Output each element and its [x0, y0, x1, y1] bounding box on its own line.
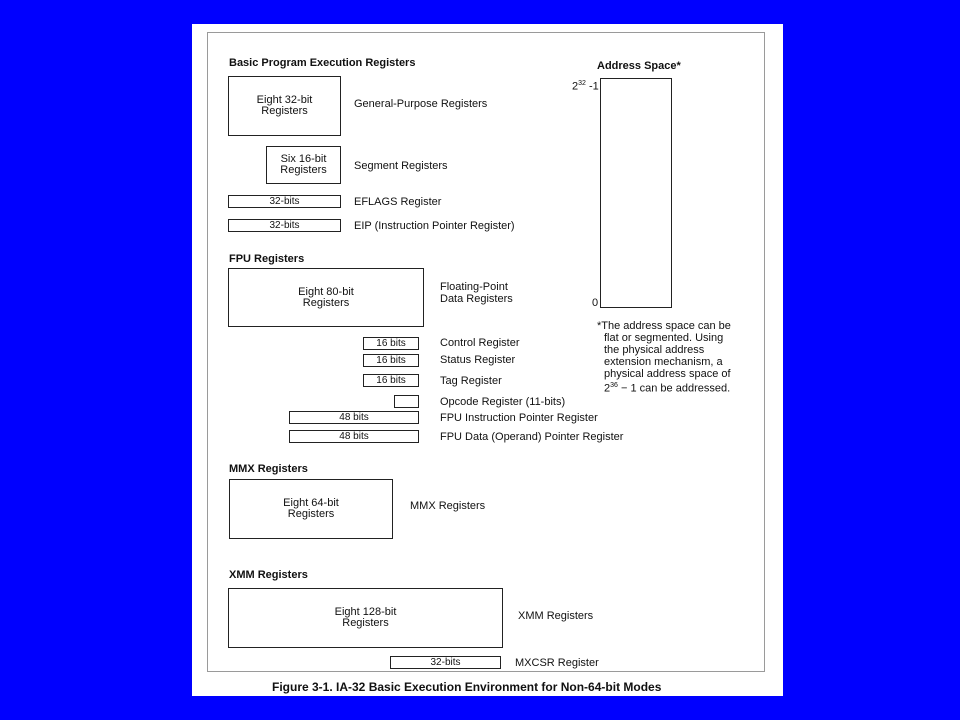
opcode-register-bar — [394, 395, 419, 408]
xmm-registers-box: Eight 128-bit Registers — [228, 588, 503, 648]
mxcsr-register-label: MXCSR Register — [515, 657, 599, 669]
address-space-bottom-label: 0 — [592, 297, 599, 309]
mmx-registers-box: Eight 64-bit Registers — [229, 479, 393, 539]
fpu-data-pointer-label: FPU Data (Operand) Pointer Register — [440, 431, 624, 443]
address-space-note-2: flat or segmented. Using — [604, 332, 724, 344]
tag-register-bar: 16 bits — [363, 374, 419, 387]
address-space-note-3: the physical address — [604, 344, 705, 356]
control-register-bar: 16 bits — [363, 337, 419, 350]
eflags-register-bar: 32-bits — [228, 195, 341, 208]
address-space-note-1: *The address space can be — [597, 320, 731, 332]
basic-registers-heading: Basic Program Execution Registers — [229, 57, 416, 69]
eip-register-label: EIP (Instruction Pointer Register) — [354, 220, 515, 232]
status-register-label: Status Register — [440, 354, 516, 366]
opcode-register-label: Opcode Register (11-bits) — [440, 396, 566, 408]
address-space-note-4: extension mechanism, a — [604, 356, 723, 368]
status-register-bar: 16 bits — [363, 354, 419, 367]
tag-register-label: Tag Register — [440, 375, 502, 387]
address-space-note-6: $2^{36} - 1$ can be addressed. — [604, 382, 731, 395]
segment-registers-label: Segment Registers — [354, 160, 448, 172]
xmm-registers-heading: XMM Registers — [229, 569, 308, 581]
address-space-box — [600, 78, 672, 308]
fpu-data-pointer-bar: 48 bits — [289, 430, 419, 443]
xmm-registers-label: XMM Registers — [518, 610, 594, 622]
address-space-top-label: $2^{32}$ -1 — [572, 80, 599, 93]
mmx-registers-heading: MMX Registers — [229, 463, 308, 475]
segment-registers-box: Six 16-bit Registers — [266, 146, 341, 184]
control-register-label: Control Register — [440, 337, 520, 349]
fpu-instruction-pointer-bar: 48 bits — [289, 411, 419, 424]
address-space-title: Address Space* — [597, 60, 681, 72]
fpu-registers-heading: FPU Registers — [229, 253, 305, 265]
general-purpose-registers-box: Eight 32-bit Registers — [228, 76, 341, 136]
eip-register-bar: 32-bits — [228, 219, 341, 232]
fpu-data-registers-box: Eight 80-bit Registers — [228, 268, 424, 327]
fpu-instruction-pointer-label: FPU Instruction Pointer Register — [440, 412, 598, 424]
address-space-note-5: physical address space of — [604, 368, 731, 380]
general-purpose-registers-label: General-Purpose Registers — [354, 98, 488, 110]
eflags-register-label: EFLAGS Register — [354, 196, 442, 208]
fpu-data-registers-label: Floating-Point Data Registers — [440, 281, 513, 305]
mmx-registers-label: MMX Registers — [410, 500, 486, 512]
mxcsr-register-bar: 32-bits — [390, 656, 501, 669]
figure-caption: Figure 3-1. IA-32 Basic Execution Environment for Non-64-bit Modes — [272, 680, 662, 694]
